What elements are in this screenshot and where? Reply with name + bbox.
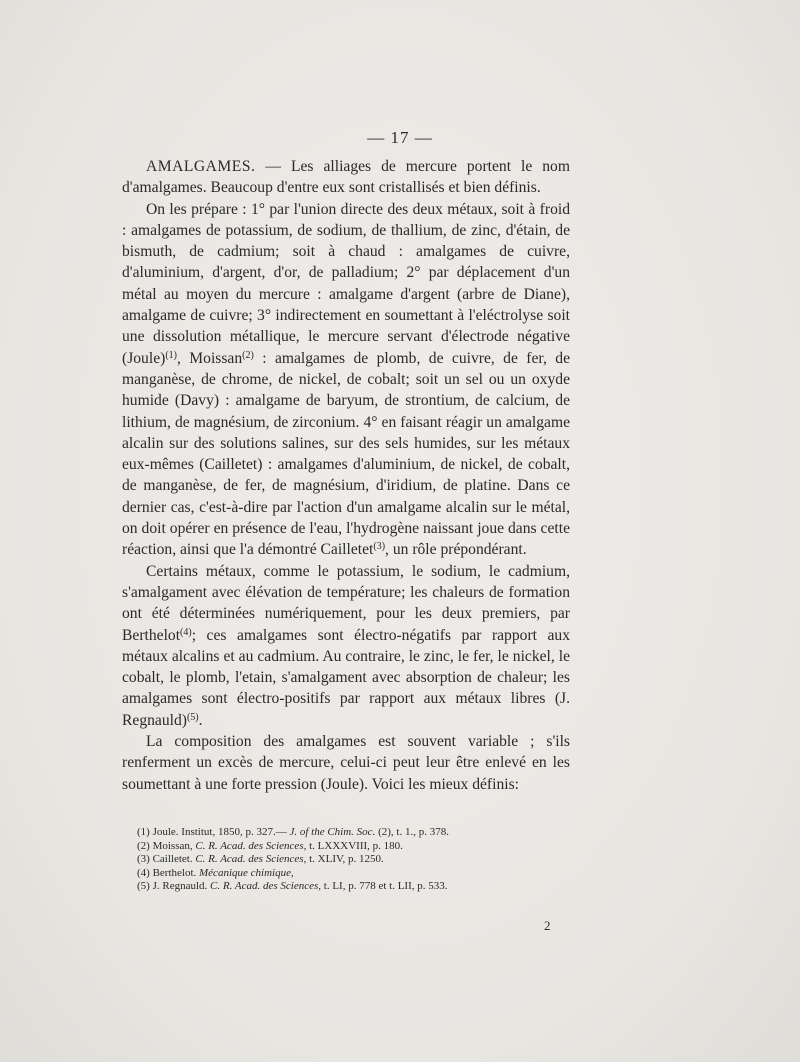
footnote-ref: (4)	[180, 626, 192, 638]
footnote	[137, 867, 567, 881]
footnote-number: (5)	[137, 880, 150, 893]
footnote-ref: (1)	[165, 349, 177, 361]
paragraph-text: , Moissan	[176, 349, 243, 367]
footnote-source: C. R. Acad. des Sciences,	[195, 853, 307, 866]
paragraph-text: , un rôle prépondérant.	[385, 541, 527, 559]
page-number: — 17 —	[367, 128, 433, 147]
footnote	[137, 826, 567, 840]
footnote-number: (2)	[137, 839, 150, 852]
footnote-source: Mécanique chimique,	[199, 866, 294, 879]
footnote-text: Cailletet.	[149, 853, 196, 866]
footnotes	[137, 826, 567, 894]
body-text	[122, 156, 570, 795]
footnote-ref: (3)	[373, 541, 386, 553]
paragraph-preparation	[122, 199, 570, 561]
footnote-number: (3)	[137, 853, 150, 866]
sheet-signature-number: 2	[544, 918, 551, 933]
footnote-ref: (5)	[186, 711, 199, 723]
footnote-number: (1)	[137, 826, 150, 838]
paragraph-text: .	[198, 711, 203, 729]
footnote-text: Berthelot.	[149, 866, 200, 879]
footnote	[137, 880, 567, 894]
section-heading: AMALGAMES.	[146, 158, 256, 175]
footnote-number: (4)	[137, 866, 150, 879]
footnote-text: (2), t. 1., p. 378.	[375, 826, 449, 838]
footnote-source: C. R. Acad. des Sciences,	[210, 880, 322, 893]
footnote-ref: (2)	[242, 349, 254, 361]
paragraph-composition: La composition des amalgames est souvent variable ; s'ils renferment un excès de mercure, celui-ci peut leur être enlevé en les soumettant à une forte pression (Joule). Voici les mieux définis:	[122, 733, 570, 793]
paragraph-text: — Les alliages de mercure portent le nom d'amalgames. Beaucoup d'entre eux sont cristallisés et bien définis.	[122, 158, 570, 197]
paragraph-text: : amalgames de plomb, de cuivre, de fer, de manganèse, de chrome, de nickel, de cobalt; soit un sel ou un oxyde humide (Davy) : amalgame de baryum, de strontium, de calcium, de lithium, de magnésium, de zirconium. 4° en faisant réagir un amalgame alcalin sur des solutions salines, sur des sels humides, sur les métaux eux-mêmes (Cailletet) : amalgames d'aluminium, de nickel, de cobalt, de manganèse, de fer, de magnésium, d'iridium, de platine. Dans ce dernier cas, c'est-à-dire par l'action d'un amalgame alcalin sur le métal, on doit opérer en présence de l'eau, l'hydrogène naissant joue dans cette réaction, ainsi que l'a démontré Cailletet	[122, 349, 570, 559]
footnote-text: Joule. Institut, 1850, p. 327.—	[149, 826, 290, 838]
paragraph-text: Certains métaux, comme le potassium, le sodium, le cadmium, s'amalgament avec élévation de température; les chaleurs de formation ont été déterminées numériquement, pour les deux premiers, par Berthelot	[122, 562, 570, 644]
footnote-text: t. LI, p. 778 et t. LII, p. 533.	[321, 880, 448, 893]
paragraph-text: ; ces amalgames sont électro-négatifs par rapport aux métaux alcalins et au cadmium. Au contraire, le zinc, le fer, le nickel, le cobalt, le plomb, l'etain, s'amalgament avec absorption de chaleur; les amalgames sont électro-positifs par rapport aux métaux libres (J. Regnauld)	[122, 626, 570, 729]
paragraph-text: On les prépare : 1° par l'union directe des deux métaux, soit à froid : amalgames de potassium, de sodium, de thallium, de zinc, d'étain, de bismuth, de cadmium; soit à chaud : amalgames de cuivre, d'aluminium, d'argent, d'or, de palladium; 2° par déplacement d'un métal au moyen du mercure : amalgame d'argent (arbre de Diane), amalgame de cuivre; 3° indirectement en soumettant à l'eléctrolyse soit une dissolution métallique, le mercure servant d'électrode négative (Joule)	[122, 200, 570, 367]
footnote	[137, 840, 567, 854]
footnote-text: Moissan,	[149, 839, 196, 852]
paragraph-amalgames-intro	[122, 156, 570, 199]
footnote-source: J. of the Chim. Soc.	[289, 826, 376, 838]
footnote-source: C. R. Acad. des Sciences,	[195, 839, 307, 852]
footnote-text: t. LXXXVIII, p. 180.	[306, 839, 403, 852]
footnote-text: J. Regnauld.	[149, 880, 211, 893]
footnote	[137, 853, 567, 867]
footnote-text: t. XLIV, p. 1250.	[306, 853, 384, 866]
paragraph-thermochemistry	[122, 561, 570, 731]
